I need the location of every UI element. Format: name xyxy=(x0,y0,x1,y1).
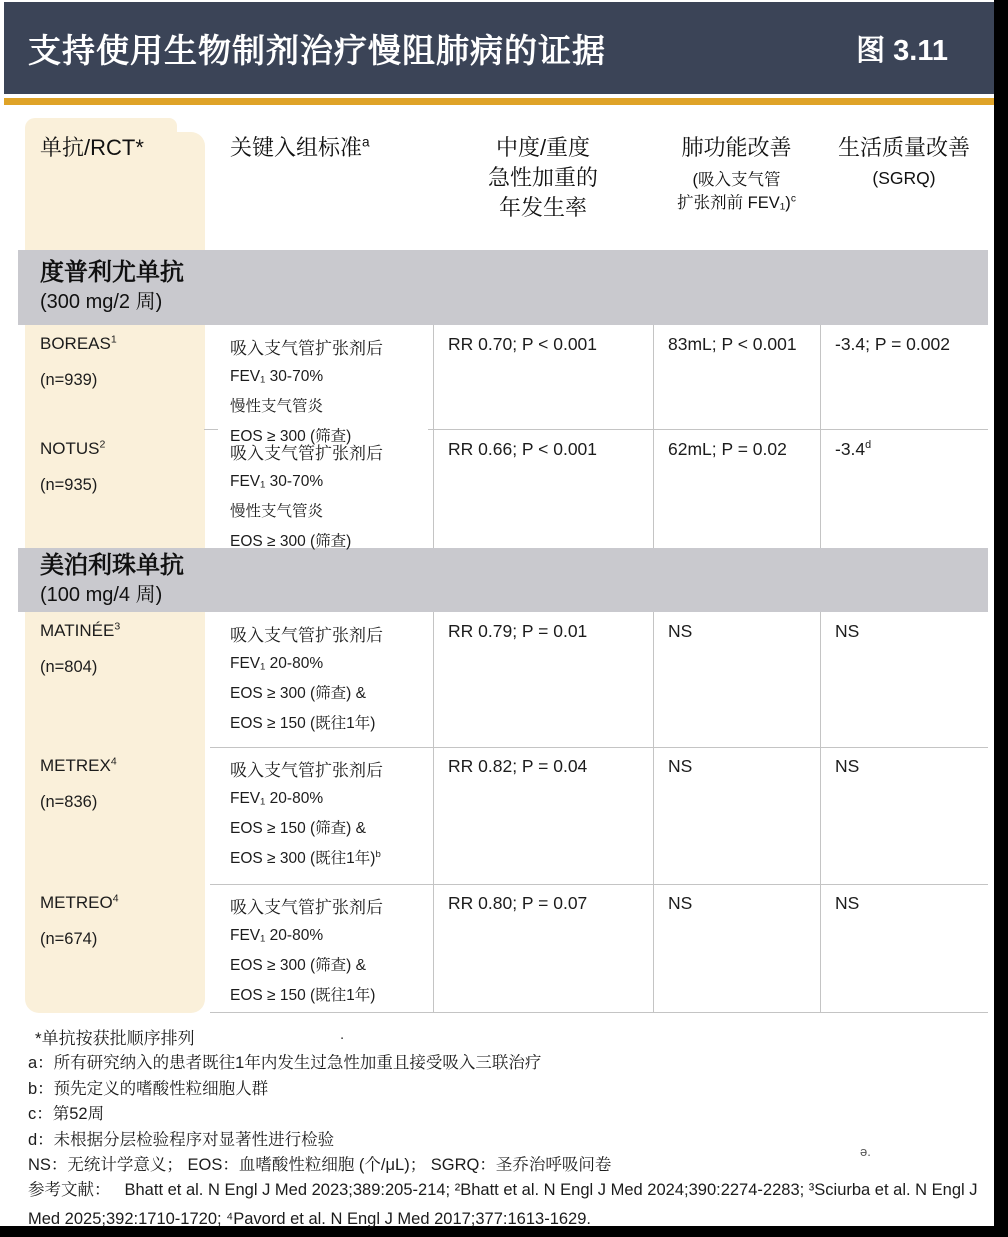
exacerbation-value: RR 0.82; P = 0.04 xyxy=(448,756,588,776)
column-header-qol xyxy=(820,133,988,190)
criteria-line xyxy=(230,681,433,703)
criteria-line xyxy=(230,983,433,1005)
study-n: (n=935) xyxy=(40,476,98,494)
column-header-criteria-sup: a xyxy=(362,134,370,150)
criteria-line xyxy=(230,893,433,918)
study-name xyxy=(40,439,210,459)
column-header-exacerbation xyxy=(433,133,653,223)
lung-function-header-sub2 xyxy=(653,192,820,215)
criteria-line xyxy=(230,499,433,521)
footnote-star: *单抗按获批顺序排列 xyxy=(35,1029,195,1048)
study-name-sup: 4 xyxy=(110,755,117,768)
column-header-mab-rct-label: 单抗/RCT* xyxy=(40,135,144,160)
figure-number-label: 图 3.11 xyxy=(856,34,948,67)
footnote-c: c：第52周 xyxy=(28,1105,105,1123)
criteria-text: 吸入支气管扩张剂后 xyxy=(230,626,383,645)
study-n: (n=836) xyxy=(40,793,98,811)
criteria-line xyxy=(230,394,433,416)
criteria-line xyxy=(230,953,433,975)
section-dupilumab-name: 度普利尤单抗 xyxy=(40,259,184,286)
criteria-text: FEV₁ 30-70% xyxy=(230,473,324,490)
study-cell xyxy=(25,612,210,747)
lung-function-header-sub1: (吸入支气管 xyxy=(692,171,781,189)
study-name xyxy=(40,621,210,641)
criteria-line xyxy=(230,816,433,838)
study-n: (n=804) xyxy=(40,658,98,676)
criteria-text: 吸入支气管扩张剂后 xyxy=(230,444,383,463)
lung-function-header-label: 肺功能改善 xyxy=(681,135,792,160)
criteria-line xyxy=(230,621,433,646)
exacerbation-value: RR 0.66; P < 0.001 xyxy=(448,439,598,459)
criteria-sup: b xyxy=(375,848,381,860)
qol-text: -3.4; P = 0.002 xyxy=(835,334,950,354)
criteria-text: FEV₁ 20-80% xyxy=(230,655,324,672)
study-name-sup: 2 xyxy=(99,438,106,451)
criteria-cell xyxy=(210,430,433,559)
criteria-cell xyxy=(210,747,433,884)
study-cell xyxy=(25,430,210,559)
lung-function-value: NS xyxy=(668,893,693,913)
criteria-line xyxy=(230,439,433,464)
footnote-block xyxy=(28,1051,611,1179)
lung-function-header-sub xyxy=(653,169,820,215)
criteria-text: 吸入支气管扩张剂后 xyxy=(230,339,383,358)
table-row-metreo xyxy=(25,884,988,1013)
footnote-abbreviations: NS：无统计学意义； EOS：血嗜酸性粒细胞 (个/μL)； SGRQ：圣乔治呼吸问卷 xyxy=(28,1156,612,1174)
study-name-sup: 1 xyxy=(110,333,117,346)
section-dupilumab xyxy=(18,250,988,325)
section-mepolizumab-dose: (100 mg/4 周) xyxy=(40,584,163,606)
criteria-line xyxy=(230,846,433,868)
lung-function-header-sub2-text: 扩张剂前 FEV₁) xyxy=(677,194,791,212)
gold-accent-rule xyxy=(4,98,994,105)
study-name-text: BOREAS xyxy=(40,334,111,353)
title-bar xyxy=(4,2,994,94)
lung-function-value: NS xyxy=(668,756,693,776)
qol-value xyxy=(820,884,988,1013)
criteria-text: EOS ≥ 150 (既往1年) xyxy=(230,715,376,732)
section-dupilumab-dose: (300 mg/2 周) xyxy=(40,291,163,313)
section-mepolizumab-name: 美泊利珠单抗 xyxy=(40,552,184,579)
study-name-text: METREX xyxy=(40,756,111,775)
study-n: (n=939) xyxy=(40,371,98,389)
study-name-text: MATINÉE xyxy=(40,621,115,640)
criteria-text: EOS ≥ 150 (既往1年) xyxy=(230,987,376,1004)
qol-header-sub: (SGRQ) xyxy=(872,168,936,188)
criteria-text: 吸入支气管扩张剂后 xyxy=(230,898,383,917)
exacerbation-value: RR 0.79; P = 0.01 xyxy=(448,621,588,641)
column-header-criteria-label: 关键入组标准 xyxy=(230,135,363,160)
criteria-text: FEV₁ 30-70% xyxy=(230,368,324,385)
study-name xyxy=(40,334,210,354)
footnote-b: b：预先定义的嗜酸性粒细胞人群 xyxy=(28,1079,269,1098)
table-row-boreas xyxy=(25,325,988,445)
lung-function-value: 62mL; P = 0.02 xyxy=(668,439,787,459)
exacerbation-value: RR 0.80; P = 0.07 xyxy=(448,893,588,913)
study-name xyxy=(40,756,210,776)
criteria-line xyxy=(230,756,433,781)
lung-function-header-sub2-sup: c xyxy=(790,193,796,205)
study-name-sup: 4 xyxy=(112,892,119,905)
qol-value xyxy=(820,430,988,559)
study-cell xyxy=(25,747,210,884)
exacerbation-header-line3: 年发生率 xyxy=(498,195,587,220)
column-header-lung-function xyxy=(653,133,820,215)
references-text: Bhatt et al. N Engl J Med 2023;389:205-214; ²Bhatt et al. N Engl J Med 2024;390:2274-2283; ³Sciurba et al. N Engl J Med 2025;392:1710-1720; ⁴Pavord et al. N Engl J Med 2017;377:1613-1629. xyxy=(28,1181,978,1228)
criteria-line xyxy=(230,790,433,808)
study-name-text: NOTUS xyxy=(40,439,100,458)
study-cell xyxy=(25,884,210,1013)
criteria-line xyxy=(230,529,433,551)
criteria-line xyxy=(230,473,433,491)
table-row-matinee xyxy=(25,612,988,747)
criteria-text: EOS ≥ 300 (既往1年) xyxy=(230,850,376,867)
study-n: (n=674) xyxy=(40,930,98,948)
study-name-sup: 3 xyxy=(114,620,121,633)
criteria-text: EOS ≥ 300 (筛查) xyxy=(230,533,352,550)
stray-mark-schwa: ə. xyxy=(860,1144,871,1159)
criteria-cell xyxy=(210,884,433,1013)
qol-text: NS xyxy=(835,893,860,913)
criteria-text: 慢性支气管炎 xyxy=(230,398,324,415)
lung-function-value: 83mL; P < 0.001 xyxy=(668,334,797,354)
criteria-line xyxy=(230,927,433,945)
study-name-text: METREO xyxy=(40,893,113,912)
qol-text: -3.4 xyxy=(835,439,866,459)
criteria-text: 吸入支气管扩张剂后 xyxy=(230,761,383,780)
right-border xyxy=(994,0,1008,1237)
qol-text: NS xyxy=(835,756,860,776)
footnote-a: a：所有研究纳入的患者既往1年内发生过急性加重且接受吸入三联治疗 xyxy=(28,1054,542,1072)
criteria-text: EOS ≥ 150 (筛查) & xyxy=(230,820,366,837)
criteria-line xyxy=(230,334,433,359)
column-header-criteria xyxy=(230,133,370,163)
qol-text: NS xyxy=(835,621,860,641)
criteria-text: EOS ≥ 300 (筛查) & xyxy=(230,957,366,974)
lung-function-value: NS xyxy=(668,621,693,641)
criteria-text: 慢性支气管炎 xyxy=(230,503,324,520)
references-label: 参考文献： xyxy=(28,1181,111,1199)
stray-mark-dot: . xyxy=(340,1026,345,1043)
column-header-mab-rct xyxy=(40,133,144,163)
qol-header-label: 生活质量改善 xyxy=(837,135,970,160)
criteria-cell xyxy=(210,612,433,747)
qol-value xyxy=(820,612,988,747)
exacerbation-header-line1: 中度/重度 xyxy=(495,135,591,160)
criteria-text: EOS ≥ 300 (筛查) & xyxy=(230,685,366,702)
qol-value xyxy=(820,747,988,884)
references xyxy=(28,1176,990,1234)
study-name xyxy=(40,893,210,913)
criteria-line xyxy=(230,655,433,673)
exacerbation-header-line2: 急性加重的 xyxy=(487,165,598,190)
criteria-text: FEV₁ 20-80% xyxy=(230,790,324,807)
criteria-line xyxy=(230,368,433,386)
criteria-line xyxy=(230,711,433,733)
footnote-d: d：未根据分层检验程序对显著性进行检验 xyxy=(28,1130,335,1149)
table-row-metrex xyxy=(25,747,988,884)
page-title: 支持使用生物制剂治疗慢阻肺病的证据 xyxy=(28,31,606,69)
criteria-text: EOS ≥ 300 (筛查) xyxy=(230,428,352,445)
table-row-notus xyxy=(25,430,988,548)
criteria-text: FEV₁ 20-80% xyxy=(230,927,324,944)
qol-sup: d xyxy=(865,439,872,452)
exacerbation-value: RR 0.70; P < 0.001 xyxy=(448,334,598,354)
